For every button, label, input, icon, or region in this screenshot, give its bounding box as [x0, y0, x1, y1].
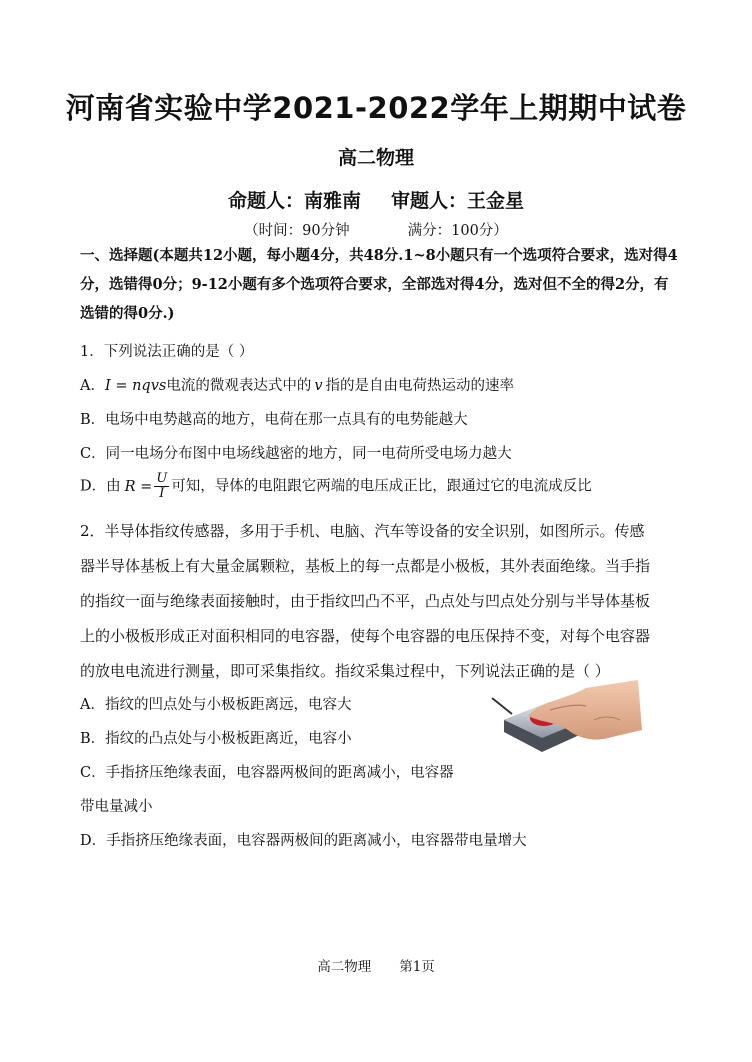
q1-d-prefix: D．由	[80, 478, 121, 495]
exam-time-info	[0, 219, 752, 240]
exam-subject: 高二物理	[337, 147, 414, 169]
q2-stem-line: 的放电电流进行测量，即可采集指纹。指纹采集过程中，下列说法正确的是（ ）	[80, 662, 610, 680]
q2-option-c: C．手指挤压绝缘表面，电容器两极间的距离减小，电容器	[80, 765, 454, 781]
q1-a-suffix: 指的是自由电荷热运动的速率	[325, 378, 515, 394]
q2-stem-line: 器半导体基板上有大量金属颗粒，基板上的每一点都是小极板，其外表面绝缘。当手指	[80, 557, 651, 575]
question-reviewer: 审题人：王金星	[391, 190, 525, 212]
q1-d-suffix: 可知，导体的电阻跟它两端的电压成正比，跟通过它的电流成反比	[171, 478, 592, 495]
q1-option-c: C．同一电场分布图中电场线越密的地方，同一电荷所受电场力越大	[80, 446, 512, 462]
q1-option-b: B．电场中电势越高的地方，电荷在那一点具有的电势能越大	[80, 412, 468, 428]
exam-full-score: 满分：100分）	[407, 223, 508, 239]
q1-option-a	[80, 374, 514, 395]
q1-a-prefix: A．	[80, 378, 105, 394]
q1-a-formula: I = nqvs	[104, 378, 167, 394]
footer-page-number: 第1页	[399, 959, 435, 975]
q1-d-numerator: U	[156, 471, 168, 486]
q1-option-d	[80, 472, 592, 501]
question-setter: 命题人：南雅南	[227, 190, 361, 212]
exam-duration: （时间：90分钟	[244, 223, 350, 239]
exam-authors	[0, 186, 752, 213]
q1-a-var: v	[314, 378, 323, 394]
q1-d-fraction	[154, 472, 169, 501]
q2-stem-line: 上的小极板形成正对面积相同的电容器，使每个电容器的电压保持不变，对每个电容器	[80, 627, 651, 645]
q1-d-lhs: R =	[124, 478, 153, 495]
q1-stem: 1．下列说法正确的是（ ）	[80, 344, 254, 360]
q1-a-mid: 电流的微观表达式中的	[166, 378, 312, 394]
q2-option-a: A．指纹的凹点处与小极板距离远，电容大	[80, 697, 352, 713]
q2-option-d: D．手指挤压绝缘表面，电容器两极间的距离减小，电容器带电量增大	[80, 833, 527, 849]
fingerprint-sensor-illustration	[490, 680, 642, 756]
q2-stem-line: 2．半导体指纹传感器，多用于手机、电脑、汽车等设备的安全识别，如图所示。传感	[80, 522, 645, 540]
q1-d-denominator: I	[159, 486, 165, 501]
page-footer	[0, 955, 752, 975]
exam-title: 河南省实验中学2021-2022学年上期期中试卷	[65, 91, 687, 125]
q2-option-b: B．指纹的凸点处与小极板距离近，电容小	[80, 731, 352, 747]
footer-subject: 高二物理	[317, 959, 372, 975]
q2-stem-line: 的指纹一面与绝缘表面接触时，由于指纹凹凸不平，凸点处与凹点处分别与半导体基板	[80, 592, 651, 610]
q2-option-c-continued: 带电量减小	[80, 799, 153, 815]
section-heading: 一、选择题(本题共12小题，每小题4分，共48分.1~8小题只有一个选项符合要求，选对得4分，选错得0分；9-12小题有多个选项符合要求，全部选对得4分，选对但不全的得2分，有选错的得0分.)	[80, 247, 678, 322]
